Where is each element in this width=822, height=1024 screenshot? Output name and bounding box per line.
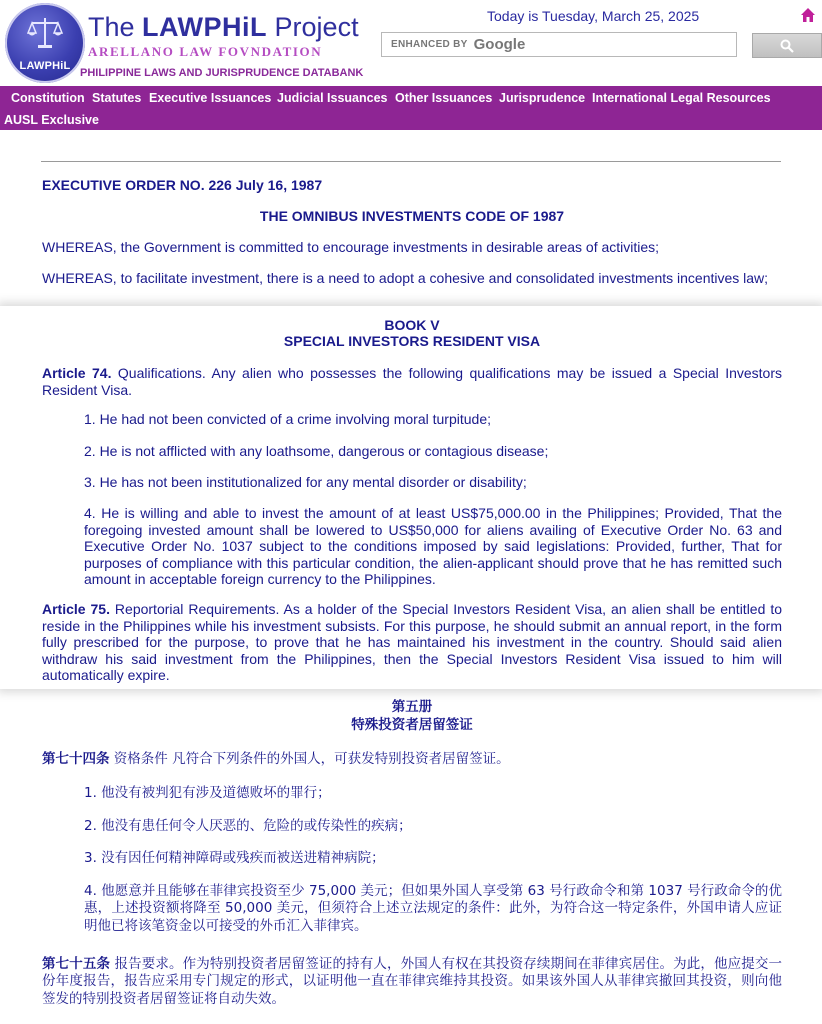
nav-item-constitution[interactable]: Constitution xyxy=(11,91,85,105)
logo-text: LAWPHiL xyxy=(19,60,71,72)
list-item: 3. He has not been institutionalized for any mental disorder or disability; xyxy=(84,474,527,490)
translation-list-item: 4. 他愿意并且能够在菲律宾投资至少 75,000 美元；但如果外国人享受第 63 号行政命令和第 1037 号行政命令的优惠，上述投资额将降至 50,000 美元，但须符合上述立法规定的条件：此外，为符合这一特定条件，外国申请人应证明他已将该笔资金以可接受的外币汇入菲律宾。 xyxy=(84,883,782,934)
divider xyxy=(41,161,781,162)
nav-item-other-issuances[interactable]: Other Issuances xyxy=(395,91,493,105)
translation-article-74 xyxy=(42,751,782,768)
translation-list-item: 2. 他没有患任何令人厌恶的、危险的或传染性的疾病； xyxy=(84,818,412,834)
home-icon[interactable] xyxy=(800,7,816,23)
site-logo[interactable] xyxy=(5,3,85,83)
translation-list-item: 1. 他没有被判犯有涉及道德败坏的罪行； xyxy=(84,785,331,801)
nav-item-ausl-exclusive[interactable]: AUSL Exclusive xyxy=(4,113,99,127)
translation-book-heading: 第五册 xyxy=(391,699,433,715)
scales-of-justice-icon xyxy=(27,15,63,51)
search-button[interactable] xyxy=(752,33,822,58)
article-74 xyxy=(42,365,782,398)
search-input[interactable] xyxy=(531,34,736,56)
site-title-suffix: Project xyxy=(267,12,359,42)
selected-passage-panel xyxy=(0,306,822,689)
main-nav xyxy=(0,86,822,130)
list-item: 1. He had not been convicted of a crime involving moral turpitude; xyxy=(84,411,492,427)
nav-item-judicial-issuances[interactable]: Judicial Issuances xyxy=(277,91,388,105)
article-label: 第七十五条 xyxy=(42,956,111,972)
site-subtitle: ARELLANO LAW FOVNDATION xyxy=(88,44,323,59)
google-label: Google xyxy=(473,36,526,53)
translation-list-item: 3. 没有因任何精神障碍或残疾而被送进精神病院； xyxy=(84,850,385,866)
book-title: SPECIAL INVESTORS RESIDENT VISA xyxy=(283,333,541,349)
translation-article-75 xyxy=(42,956,782,1008)
document-heading: EXECUTIVE ORDER NO. 226 July 16, 1987 xyxy=(42,177,323,193)
nav-item-executive-issuances[interactable]: Executive Issuances xyxy=(149,91,272,105)
article-text: Qualifications. Any alien who possesses the following qualifications may be issued a Special Investors Resident Visa. xyxy=(42,365,782,398)
article-label: 第七十四条 xyxy=(42,751,110,767)
site-title-prefix: The xyxy=(88,12,143,42)
article-text: 报告要求。作为特别投资者居留签证的持有人，外国人有权在其投资存续期间在菲律宾居住。为此，他应提交一份年度报告，报告应采用专门规定的形式，以证明他一直在菲律宾维持其投资。如果该外国人从菲律宾撤回其投资，则向他签发的特别投资者居留签证将自动失效。 xyxy=(42,956,782,1007)
search-field[interactable] xyxy=(381,32,737,57)
nav-item-international-legal-resources[interactable]: International Legal Resources xyxy=(592,91,771,105)
whereas-paragraph: WHEREAS, the Government is committed to encourage investments in desirable areas of activities; xyxy=(42,239,660,255)
search-icon xyxy=(780,39,794,53)
list-item: 4. He is willing and able to invest the amount of at least US$75,000.00 in the Philippines; Provided, That the foregoing invested amount shall be lowered to US$50,000 for aliens availing of Executive Order No. 63 and Executive Order No. 1037 subject to the conditions imposed by said legislations: Provided, further, That for purposes of compliance with this particular condition, the alien-applicant should prove that he has remitted such amount in acceptable foreign currency to the Philippines. xyxy=(84,505,782,588)
article-text: 资格条件 凡符合下列条件的外国人，可获发特别投资者居留签证。 xyxy=(109,751,510,767)
article-text: Reportorial Requirements. As a holder of the Special Investors Resident Visa, an alien shall be entitled to reside in the Philippines while his investment subsists. For this purpose, he should submit an annual report, in the form fully prescribed for the purpose, to prove that he has maintained his investment in the country. Should said alien withdraw his said investment from the Philippines, then the Special Investors Resident Visa issued to him will automatically expire. xyxy=(42,601,782,684)
site-title[interactable] xyxy=(88,12,359,42)
site-tagline: PHILIPPINE LAWS AND JURISPRUDENCE DATABANK xyxy=(80,67,364,79)
article-label: Article 74. xyxy=(42,365,112,381)
whereas-paragraph: WHEREAS, to facilitate investment, there is a need to adopt a cohesive and consolidated investments incentives law; xyxy=(42,270,769,286)
search-enhanced-label: ENHANCED BY xyxy=(391,39,468,50)
nav-item-statutes[interactable]: Statutes xyxy=(92,91,142,105)
list-item: 2. He is not afflicted with any loathsome, dangerous or contagious disease; xyxy=(84,443,549,459)
translation-book-title: 特殊投资者居留签证 xyxy=(351,717,473,733)
nav-item-jurisprudence[interactable]: Jurisprudence xyxy=(499,91,586,105)
site-header xyxy=(0,0,822,86)
article-label: Article 75. xyxy=(42,601,110,617)
book-heading: BOOK V xyxy=(384,317,440,333)
article-75 xyxy=(42,601,782,684)
today-date: Today is Tuesday, March 25, 2025 xyxy=(487,8,700,24)
site-title-brand: LAWPHiL xyxy=(142,12,268,42)
document-title: THE OMNIBUS INVESTMENTS CODE OF 1987 xyxy=(259,208,565,224)
